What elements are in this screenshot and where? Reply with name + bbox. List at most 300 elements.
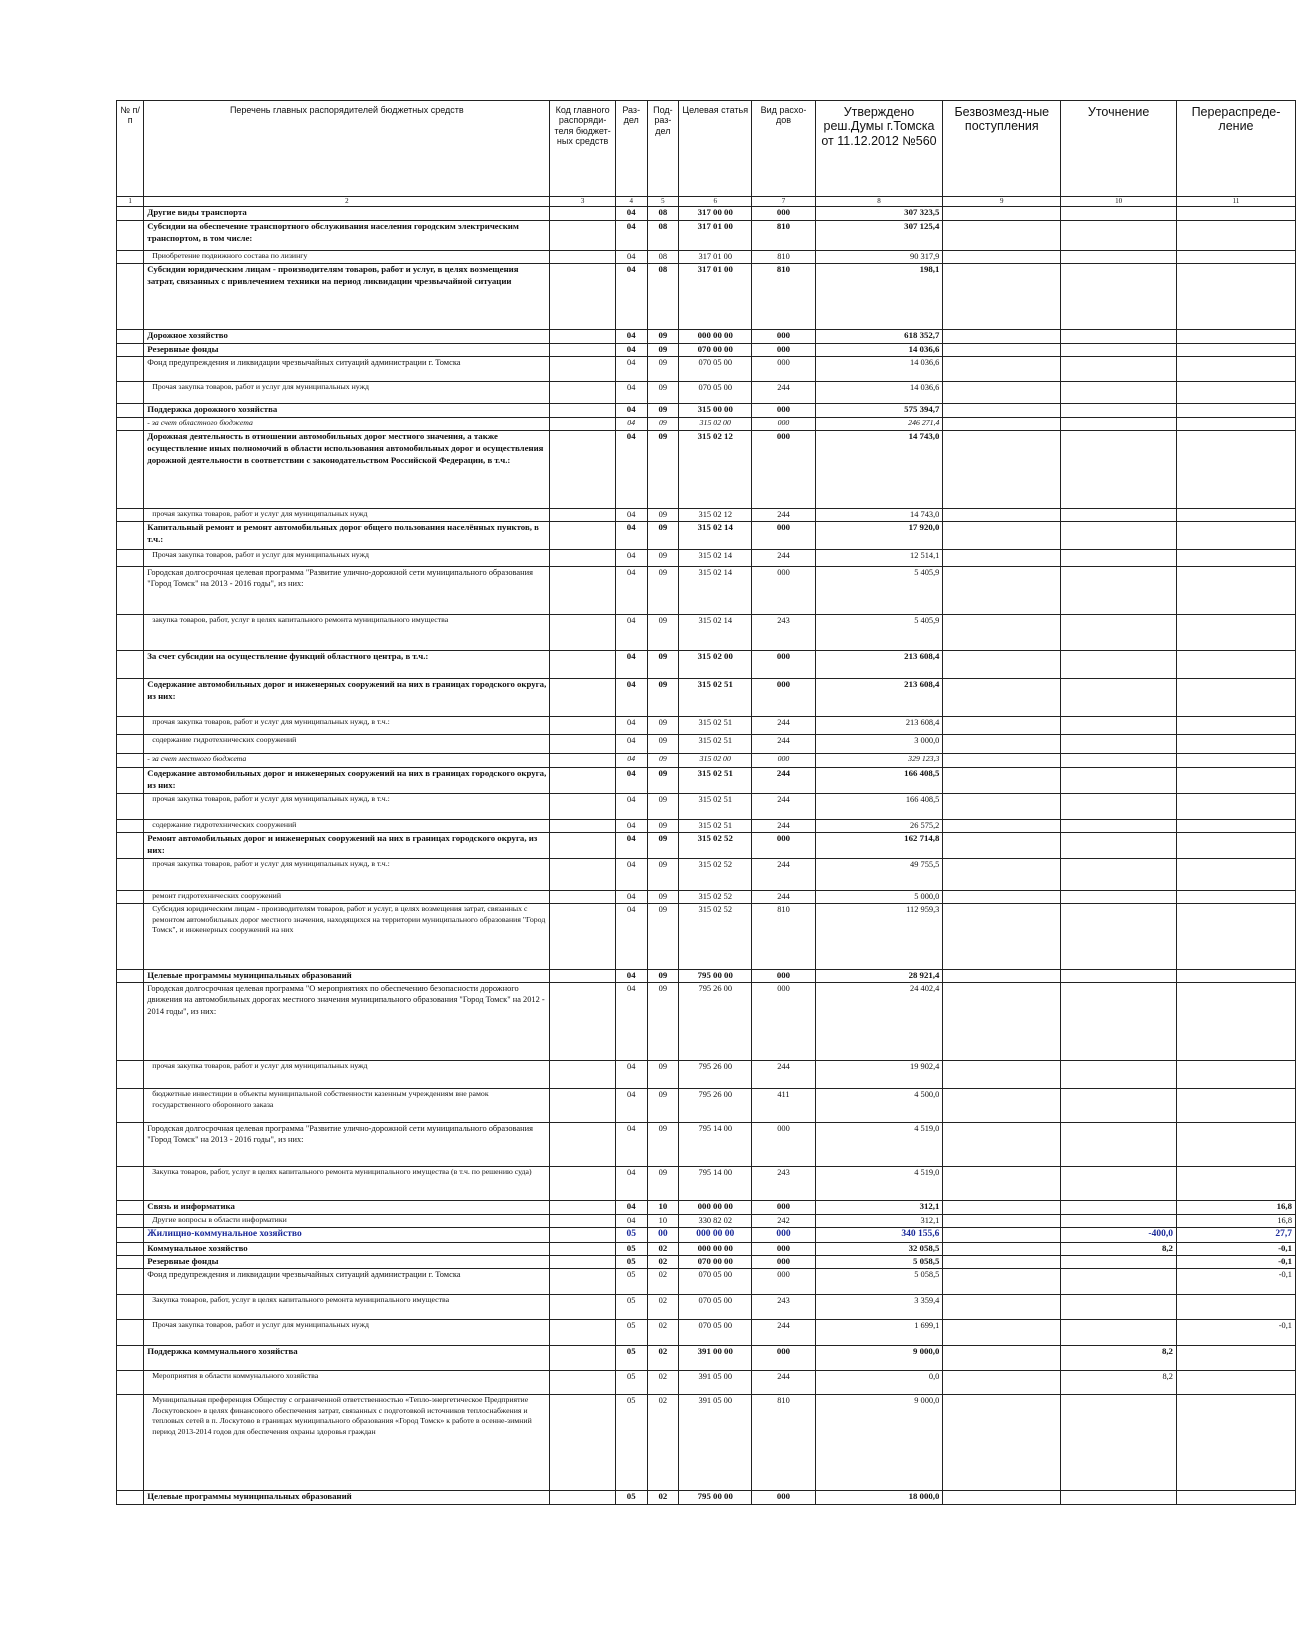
cell-subsection: 02	[647, 1491, 679, 1505]
cell-redistribution	[1176, 983, 1295, 1061]
cell-subsection: 09	[647, 1167, 679, 1201]
cell-target: 315 02 52	[679, 891, 752, 904]
cell-gratuitous	[943, 1228, 1061, 1243]
cell-code	[550, 1491, 616, 1505]
cell-redistribution	[1176, 833, 1295, 859]
cell-gratuitous	[943, 221, 1061, 251]
cell-exptype: 810	[752, 904, 815, 970]
cell-target: 315 02 51	[679, 768, 752, 794]
cell-exptype: 000	[752, 1201, 815, 1215]
cell-section: 04	[615, 754, 647, 768]
cell-exptype: 243	[752, 615, 815, 651]
cell-subsection: 09	[647, 1061, 679, 1089]
cell-name: Фонд предупреждения и ликвидации чрезвычайных ситуаций администрации г. Томска	[144, 1269, 550, 1295]
cell-code	[550, 754, 616, 768]
cell-target: 330 82 02	[679, 1215, 752, 1228]
cell-exptype: 000	[752, 330, 815, 344]
cell-gratuitous	[943, 1491, 1061, 1505]
cell-approved: 618 352,7	[815, 330, 943, 344]
table-row	[117, 717, 1296, 735]
cell-code	[550, 221, 616, 251]
cell-gratuitous	[943, 735, 1061, 754]
col-num: 5	[647, 197, 679, 207]
cell-subsection: 09	[647, 382, 679, 404]
cell-subsection: 10	[647, 1215, 679, 1228]
cell-approved: 198,1	[815, 264, 943, 330]
cell-section: 05	[615, 1256, 647, 1269]
cell-subsection: 09	[647, 768, 679, 794]
table-row	[117, 431, 1296, 509]
cell-exptype: 000	[752, 431, 815, 509]
table-row	[117, 509, 1296, 522]
cell-section: 05	[615, 1295, 647, 1320]
table-row	[117, 794, 1296, 820]
cell-redistribution	[1176, 1346, 1295, 1371]
cell-no	[117, 550, 144, 567]
cell-redistribution	[1176, 330, 1295, 344]
cell-no	[117, 264, 144, 330]
cell-code	[550, 357, 616, 382]
cell-target: 795 14 00	[679, 1123, 752, 1167]
cell-name: Субсидия юридическим лицам - производителям товаров, работ и услуг, в целях возмещения затрат, связанных с ремонтом автомобильных дорог местного значения, находящихся на территории муниципального образования "Город Томск", и инженерных сооружений на них	[144, 904, 550, 970]
cell-refinement	[1061, 264, 1177, 330]
cell-code	[550, 344, 616, 357]
cell-subsection: 09	[647, 983, 679, 1061]
cell-no	[117, 1269, 144, 1295]
cell-gratuitous	[943, 207, 1061, 221]
table-row	[117, 330, 1296, 344]
cell-redistribution	[1176, 615, 1295, 651]
cell-section: 04	[615, 1089, 647, 1123]
cell-section: 04	[615, 679, 647, 717]
cell-target: 315 02 00	[679, 418, 752, 431]
cell-name: - за счет областного бюджета	[144, 418, 550, 431]
cell-approved: 312,1	[815, 1201, 943, 1215]
cell-no	[117, 970, 144, 983]
cell-exptype: 000	[752, 1123, 815, 1167]
cell-exptype: 244	[752, 859, 815, 891]
col-num: 4	[615, 197, 647, 207]
table-row	[117, 754, 1296, 768]
cell-subsection: 08	[647, 264, 679, 330]
cell-target: 317 01 00	[679, 221, 752, 251]
cell-exptype: 244	[752, 717, 815, 735]
cell-no	[117, 404, 144, 418]
cell-subsection: 09	[647, 717, 679, 735]
cell-approved: 5 058,5	[815, 1269, 943, 1295]
cell-exptype: 000	[752, 1269, 815, 1295]
cell-name: Муниципальная преференция Обществу с ограниченной ответственностью «Тепло-энергетическое Предприятие Лоскутовское» в целях финансового обеспечения затрат, связанных с подготовкой источников теплоснабжения и тепловых сетей в п. Лоскутово в границах муниципального образования «Город Томск» к работе в осенне-зимний период 2013-2014 годов для обеспечения охраны здоровья граждан	[144, 1395, 550, 1491]
cell-section: 04	[615, 522, 647, 550]
cell-code	[550, 418, 616, 431]
cell-target: 070 00 00	[679, 1256, 752, 1269]
cell-approved: 162 714,8	[815, 833, 943, 859]
cell-refinement	[1061, 970, 1177, 983]
cell-refinement	[1061, 382, 1177, 404]
table-row	[117, 615, 1296, 651]
cell-exptype: 244	[752, 550, 815, 567]
cell-refinement	[1061, 1167, 1177, 1201]
cell-section: 05	[615, 1320, 647, 1346]
cell-approved: 213 608,4	[815, 651, 943, 679]
cell-code	[550, 567, 616, 615]
cell-exptype: 000	[752, 207, 815, 221]
cell-section: 04	[615, 357, 647, 382]
cell-redistribution: -0,1	[1176, 1256, 1295, 1269]
cell-code	[550, 983, 616, 1061]
col-num: 3	[550, 197, 616, 207]
cell-target: 795 00 00	[679, 970, 752, 983]
cell-no	[117, 754, 144, 768]
cell-approved: 213 608,4	[815, 717, 943, 735]
cell-target: 795 26 00	[679, 983, 752, 1061]
cell-approved: 0,0	[815, 1371, 943, 1395]
cell-subsection: 02	[647, 1320, 679, 1346]
cell-target: 795 26 00	[679, 1061, 752, 1089]
cell-code	[550, 1395, 616, 1491]
col-num: 6	[679, 197, 752, 207]
cell-approved: 3 000,0	[815, 735, 943, 754]
cell-refinement	[1061, 615, 1177, 651]
cell-subsection: 09	[647, 820, 679, 833]
cell-redistribution	[1176, 264, 1295, 330]
cell-exptype: 244	[752, 820, 815, 833]
cell-redistribution	[1176, 1061, 1295, 1089]
cell-no	[117, 330, 144, 344]
cell-refinement	[1061, 1089, 1177, 1123]
cell-redistribution	[1176, 1371, 1295, 1395]
cell-no	[117, 1061, 144, 1089]
table-row	[117, 1371, 1296, 1395]
cell-code	[550, 264, 616, 330]
cell-redistribution	[1176, 717, 1295, 735]
cell-no	[117, 418, 144, 431]
cell-exptype: 244	[752, 1320, 815, 1346]
cell-no	[117, 1395, 144, 1491]
cell-exptype: 810	[752, 221, 815, 251]
cell-approved: 18 000,0	[815, 1491, 943, 1505]
cell-exptype: 244	[752, 735, 815, 754]
cell-approved: 1 699,1	[815, 1320, 943, 1346]
cell-exptype: 243	[752, 1167, 815, 1201]
cell-refinement	[1061, 768, 1177, 794]
cell-section: 04	[615, 615, 647, 651]
cell-subsection: 09	[647, 651, 679, 679]
cell-name: За счет субсидии на осуществление функций областного центра, в т.ч.:	[144, 651, 550, 679]
cell-section: 05	[615, 1243, 647, 1256]
cell-approved: 166 408,5	[815, 768, 943, 794]
table-row	[117, 1320, 1296, 1346]
cell-name: Прочая закупка товаров, работ и услуг для муниципальных нужд	[144, 1320, 550, 1346]
cell-gratuitous	[943, 891, 1061, 904]
cell-code	[550, 1123, 616, 1167]
cell-redistribution	[1176, 344, 1295, 357]
cell-approved: 32 058,5	[815, 1243, 943, 1256]
cell-target: 795 00 00	[679, 1491, 752, 1505]
cell-approved: 166 408,5	[815, 794, 943, 820]
table-row	[117, 404, 1296, 418]
cell-subsection: 09	[647, 567, 679, 615]
cell-redistribution	[1176, 1295, 1295, 1320]
cell-target: 391 00 00	[679, 1346, 752, 1371]
cell-code	[550, 970, 616, 983]
cell-no	[117, 651, 144, 679]
cell-subsection: 09	[647, 550, 679, 567]
cell-redistribution	[1176, 904, 1295, 970]
cell-name: Городская долгосрочная целевая программа "Развитие улично-дорожной сети муниципального образования "Город Томск" на 2013 - 2016 годы", из них:	[144, 1123, 550, 1167]
cell-no	[117, 382, 144, 404]
cell-name: Дорожная деятельность в отношении автомобильных дорог местного значения, а также осуществление иных полномочий в области использования автомобильных дорог и осуществления дорожной деятельности в соответствии с законодательством Российской Федерации, в т.ч.:	[144, 431, 550, 509]
cell-no	[117, 251, 144, 264]
cell-no	[117, 1167, 144, 1201]
cell-code	[550, 679, 616, 717]
cell-target: 315 02 14	[679, 522, 752, 550]
cell-approved: 213 608,4	[815, 679, 943, 717]
cell-gratuitous	[943, 1167, 1061, 1201]
cell-refinement	[1061, 509, 1177, 522]
cell-refinement: 8,2	[1061, 1346, 1177, 1371]
cell-gratuitous	[943, 522, 1061, 550]
cell-exptype: 000	[752, 418, 815, 431]
cell-section: 04	[615, 859, 647, 891]
table-row	[117, 1395, 1296, 1491]
cell-section: 05	[615, 1269, 647, 1295]
cell-target: 315 02 51	[679, 735, 752, 754]
table-row	[117, 357, 1296, 382]
cell-refinement: -400,0	[1061, 1228, 1177, 1243]
cell-redistribution	[1176, 768, 1295, 794]
table-row	[117, 1269, 1296, 1295]
cell-redistribution	[1176, 970, 1295, 983]
cell-approved: 90 317,9	[815, 251, 943, 264]
cell-section: 04	[615, 404, 647, 418]
cell-name: Приобретение подвижного состава по лизингу	[144, 251, 550, 264]
cell-approved: 3 359,4	[815, 1295, 943, 1320]
cell-section: 04	[615, 1201, 647, 1215]
cell-section: 05	[615, 1491, 647, 1505]
cell-approved: 5 405,9	[815, 567, 943, 615]
cell-gratuitous	[943, 1371, 1061, 1395]
cell-target: 000 00 00	[679, 1228, 752, 1243]
cell-exptype: 000	[752, 1256, 815, 1269]
cell-name: Фонд предупреждения и ликвидации чрезвычайных ситуаций администрации г. Томска	[144, 357, 550, 382]
cell-refinement	[1061, 1320, 1177, 1346]
cell-redistribution	[1176, 522, 1295, 550]
cell-section: 04	[615, 1061, 647, 1089]
header-approved: Утверждено реш.Думы г.Томска от 11.12.2012 №560	[815, 101, 943, 197]
table-row	[117, 221, 1296, 251]
cell-subsection: 09	[647, 794, 679, 820]
cell-no	[117, 615, 144, 651]
cell-code	[550, 207, 616, 221]
cell-no	[117, 344, 144, 357]
cell-exptype: 000	[752, 1491, 815, 1505]
cell-target: 391 05 00	[679, 1395, 752, 1491]
cell-gratuitous	[943, 833, 1061, 859]
cell-name: Мероприятия в области коммунального хозяйства	[144, 1371, 550, 1395]
cell-name: ремонт гидротехнических сооружений	[144, 891, 550, 904]
cell-code	[550, 1243, 616, 1256]
table-row	[117, 651, 1296, 679]
table-row	[117, 1215, 1296, 1228]
header-gratuitous: Безвозмезд-ные поступления	[943, 101, 1061, 197]
cell-refinement	[1061, 717, 1177, 735]
cell-refinement	[1061, 251, 1177, 264]
cell-target: 000 00 00	[679, 330, 752, 344]
cell-name: Закупка товаров, работ, услуг в целях капитального ремонта муниципального имущества (в т.ч. по решению суда)	[144, 1167, 550, 1201]
cell-approved: 4 519,0	[815, 1167, 943, 1201]
cell-refinement	[1061, 207, 1177, 221]
cell-subsection: 08	[647, 221, 679, 251]
cell-target: 315 02 00	[679, 754, 752, 768]
cell-redistribution	[1176, 221, 1295, 251]
table-row	[117, 1491, 1296, 1505]
cell-gratuitous	[943, 1320, 1061, 1346]
cell-code	[550, 522, 616, 550]
cell-gratuitous	[943, 1295, 1061, 1320]
cell-section: 05	[615, 1228, 647, 1243]
header-exptype: Вид расхо-дов	[752, 101, 815, 197]
table-row	[117, 1123, 1296, 1167]
cell-name: Содержание автомобильных дорог и инженерных сооружений на них в границах городского округа, из них:	[144, 768, 550, 794]
cell-name: Коммунальное хозяйство	[144, 1243, 550, 1256]
cell-target: 315 02 52	[679, 833, 752, 859]
cell-name: Субсидии на обеспечение транспортного обслуживания населения городским электрическим транспортом, в том числе:	[144, 221, 550, 251]
cell-approved: 14 743,0	[815, 509, 943, 522]
cell-redistribution: 16,8	[1176, 1201, 1295, 1215]
cell-subsection: 08	[647, 207, 679, 221]
cell-redistribution	[1176, 567, 1295, 615]
cell-no	[117, 1256, 144, 1269]
cell-name: Другие виды транспорта	[144, 207, 550, 221]
cell-exptype: 000	[752, 1243, 815, 1256]
cell-no	[117, 1491, 144, 1505]
cell-redistribution	[1176, 251, 1295, 264]
cell-no	[117, 904, 144, 970]
cell-no	[117, 1123, 144, 1167]
cell-refinement: 8,2	[1061, 1371, 1177, 1395]
cell-redistribution	[1176, 1123, 1295, 1167]
cell-name: Целевые программы муниципальных образований	[144, 1491, 550, 1505]
cell-gratuitous	[943, 904, 1061, 970]
table-row	[117, 1228, 1296, 1243]
cell-exptype: 000	[752, 833, 815, 859]
cell-gratuitous	[943, 1201, 1061, 1215]
cell-no	[117, 509, 144, 522]
cell-target: 315 00 00	[679, 404, 752, 418]
cell-refinement	[1061, 1215, 1177, 1228]
cell-target: 317 01 00	[679, 251, 752, 264]
cell-gratuitous	[943, 330, 1061, 344]
cell-no	[117, 679, 144, 717]
cell-code	[550, 1371, 616, 1395]
cell-code	[550, 859, 616, 891]
table-row	[117, 1089, 1296, 1123]
col-num: 10	[1061, 197, 1177, 207]
cell-section: 04	[615, 344, 647, 357]
table-row	[117, 1243, 1296, 1256]
cell-no	[117, 1201, 144, 1215]
cell-target: 000 00 00	[679, 1243, 752, 1256]
cell-name: Закупка товаров, работ, услуг в целях капитального ремонта муниципального имущества	[144, 1295, 550, 1320]
cell-code	[550, 820, 616, 833]
cell-redistribution: -0,1	[1176, 1320, 1295, 1346]
cell-section: 04	[615, 418, 647, 431]
header-refinement: Уточнение	[1061, 101, 1177, 197]
cell-target: 070 05 00	[679, 1269, 752, 1295]
table-row	[117, 833, 1296, 859]
cell-refinement	[1061, 735, 1177, 754]
cell-name: Городская долгосрочная целевая программа "О мероприятиях по обеспечению безопасности дорожного движения на автомобильных дорогах местного значения муниципального образования "Город Томск" на 2012 - 2014 годы", из них:	[144, 983, 550, 1061]
cell-name: Поддержка коммунального хозяйства	[144, 1346, 550, 1371]
cell-refinement	[1061, 891, 1177, 904]
cell-no	[117, 717, 144, 735]
cell-code	[550, 768, 616, 794]
cell-code	[550, 735, 616, 754]
cell-code	[550, 651, 616, 679]
cell-refinement	[1061, 344, 1177, 357]
table-row	[117, 891, 1296, 904]
cell-name: прочая закупка товаров, работ и услуг для муниципальных нужд	[144, 509, 550, 522]
cell-redistribution: -0,1	[1176, 1243, 1295, 1256]
col-num: 2	[144, 197, 550, 207]
header-target: Целевая статья	[679, 101, 752, 197]
cell-subsection: 09	[647, 970, 679, 983]
cell-refinement	[1061, 1123, 1177, 1167]
cell-subsection: 09	[647, 891, 679, 904]
cell-code	[550, 330, 616, 344]
cell-redistribution	[1176, 859, 1295, 891]
cell-approved: 5 000,0	[815, 891, 943, 904]
cell-section: 04	[615, 207, 647, 221]
cell-redistribution	[1176, 431, 1295, 509]
cell-name: бюджетные инвестиции в объекты муниципальной собственности казенным учреждениям вне рамок государственного оборонного заказа	[144, 1089, 550, 1123]
cell-name: Поддержка дорожного хозяйства	[144, 404, 550, 418]
cell-exptype: 810	[752, 264, 815, 330]
cell-exptype: 000	[752, 1228, 815, 1243]
cell-target: 317 00 00	[679, 207, 752, 221]
table-row	[117, 567, 1296, 615]
cell-exptype: 000	[752, 754, 815, 768]
table-row	[117, 1346, 1296, 1371]
cell-subsection: 09	[647, 679, 679, 717]
header-section: Раз-дел	[615, 101, 647, 197]
cell-code	[550, 1167, 616, 1201]
cell-code	[550, 251, 616, 264]
cell-target: 315 02 51	[679, 794, 752, 820]
cell-name: закупка товаров, работ, услуг в целях капитального ремонта муниципального имущества	[144, 615, 550, 651]
cell-section: 04	[615, 1123, 647, 1167]
cell-gratuitous	[943, 970, 1061, 983]
cell-approved: 329 123,3	[815, 754, 943, 768]
table-row	[117, 1061, 1296, 1089]
header-redistribution: Перераспреде-ление	[1176, 101, 1295, 197]
cell-exptype: 810	[752, 251, 815, 264]
cell-subsection: 09	[647, 344, 679, 357]
cell-refinement: 8,2	[1061, 1243, 1177, 1256]
cell-subsection: 02	[647, 1256, 679, 1269]
cell-refinement	[1061, 1256, 1177, 1269]
cell-approved: 14 036,6	[815, 357, 943, 382]
cell-name: - за счет местного бюджета	[144, 754, 550, 768]
cell-subsection: 02	[647, 1243, 679, 1256]
cell-code	[550, 509, 616, 522]
cell-no	[117, 1346, 144, 1371]
cell-section: 04	[615, 509, 647, 522]
cell-subsection: 09	[647, 904, 679, 970]
cell-exptype: 000	[752, 357, 815, 382]
cell-no	[117, 1215, 144, 1228]
